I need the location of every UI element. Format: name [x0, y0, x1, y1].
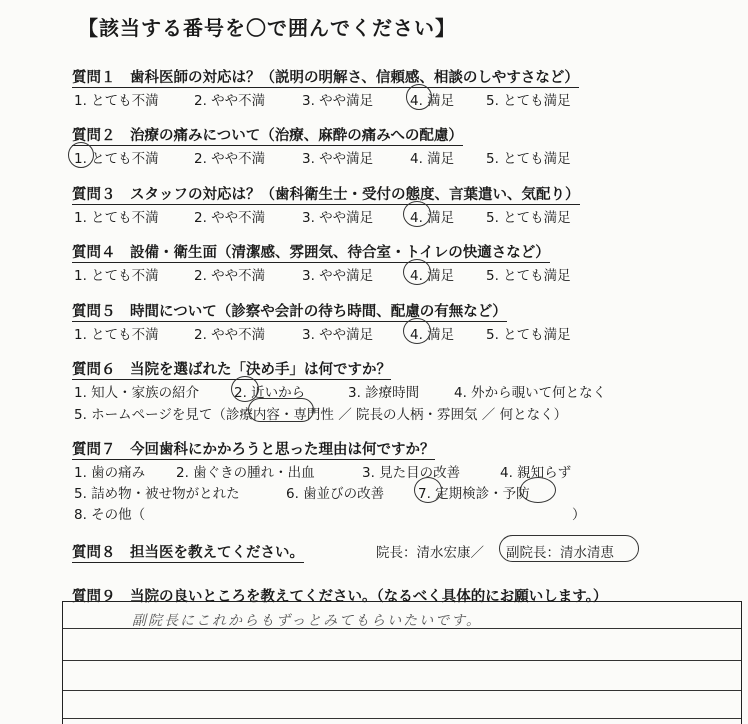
q6-option-4[interactable]: 4. 外から覗いて何となく: [454, 385, 607, 401]
q7-option-4[interactable]: 4. 親知らず: [500, 465, 572, 481]
q6-option-2[interactable]: 2. 近いから: [234, 385, 306, 401]
q4-option-5[interactable]: 5. とても満足: [486, 268, 571, 284]
q3-option-2[interactable]: 2. やや不満: [194, 210, 266, 226]
q5-option-5[interactable]: 5. とても満足: [486, 327, 571, 343]
q3-option-4[interactable]: 4. 満足: [410, 210, 455, 226]
q5-option-1[interactable]: 1. とても不満: [74, 327, 159, 343]
q2-option-2[interactable]: 2. やや不満: [194, 151, 266, 167]
q3-option-1[interactable]: 1. とても不満: [74, 210, 159, 226]
q3-title: 質問３ スタッフの対応は？（歯科衛生士・受付の態度、言葉遣い、気配り）: [72, 187, 580, 203]
q1-title: 質問１ 歯科医師の対応は？（説明の明解さ、信頼感、相談のしやすさなど）: [72, 70, 579, 86]
q4-option-4[interactable]: 4. 満足: [410, 268, 455, 284]
q6-title: 質問６ 当院を選ばれた「決め手」は何ですか？: [72, 362, 391, 378]
q7-title: 質問７ 今回歯科にかかろうと思った理由は何ですか？: [72, 442, 435, 458]
q2-option-5[interactable]: 5. とても満足: [486, 151, 571, 167]
q6-option-1[interactable]: 1. 知人・家族の紹介: [74, 385, 200, 401]
q7-option-7[interactable]: 7. 定期検診・予防: [418, 486, 530, 502]
q4-title: 質問４ 設備・衛生面（清潔感、雰囲気、待合室・トイレの快適さなど）: [72, 245, 550, 261]
q2-option-4[interactable]: 4. 満足: [410, 151, 455, 167]
q2-option-3[interactable]: 3. やや満足: [302, 151, 374, 167]
q3-option-3[interactable]: 3. やや満足: [302, 210, 374, 226]
q5-option-2[interactable]: 2. やや不満: [194, 327, 266, 343]
q2-option-1[interactable]: 1. とても不満: [74, 151, 159, 167]
q8-doctor-director[interactable]: 院長：清水宏康／: [376, 545, 484, 561]
q7-option-6[interactable]: 6. 歯並びの改善: [286, 486, 385, 502]
q5-option-3[interactable]: 3. やや満足: [302, 327, 374, 343]
q6-option-3[interactable]: 3. 診療時間: [348, 385, 420, 401]
q1-option-5[interactable]: 5. とても満足: [486, 93, 571, 109]
q7-option-3[interactable]: 3. 見た目の改善: [362, 465, 461, 481]
q3-option-5[interactable]: 5. とても満足: [486, 210, 571, 226]
q9-title: 質問９ 当院の良いところを教えてください。（なるべく具体的にお願いします。）: [72, 589, 608, 605]
q5-title: 質問５ 時間について（診察や会計の待ち時間、配慮の有無など）: [72, 304, 507, 320]
q7-option-2[interactable]: 2. 歯ぐきの腫れ・出血: [176, 465, 315, 481]
q7-option-1[interactable]: 1. 歯の痛み: [74, 465, 146, 481]
q5-option-4[interactable]: 4. 満足: [410, 327, 455, 343]
q9-handwritten-answer: 副院長にこれからもずっとみてもらいたいです。: [132, 613, 483, 629]
q4-option-1[interactable]: 1. とても不満: [74, 268, 159, 284]
page-header: 【該当する番号を〇で囲んでください】: [78, 16, 456, 40]
q1-option-1[interactable]: 1. とても不満: [74, 93, 159, 109]
q1-option-4[interactable]: 4. 満足: [410, 93, 455, 109]
answer-line: [63, 690, 741, 691]
q7-option-5[interactable]: 5. 詰め物・被せ物がとれた: [74, 486, 240, 502]
q1-option-2[interactable]: 2. やや不満: [194, 93, 266, 109]
q2-title: 質問２ 治療の痛みについて（治療、麻酔の痛みへの配慮）: [72, 128, 463, 144]
q6-option-5[interactable]: 5. ホームページを見て（診療内容・専門性 ／ 院長の人柄・雰囲気 ／ 何となく）: [74, 407, 568, 423]
q7-option-8-close: ）: [572, 507, 586, 523]
q1-option-3[interactable]: 3. やや満足: [302, 93, 374, 109]
q8-title: 質問８ 担当医を教えてください。: [72, 545, 304, 561]
q4-option-3[interactable]: 3. やや満足: [302, 268, 374, 284]
q4-option-2[interactable]: 2. やや不満: [194, 268, 266, 284]
answer-line: [63, 718, 741, 719]
q8-doctor-vice-director[interactable]: 副院長：清水清恵: [506, 545, 614, 561]
answer-line: [63, 660, 741, 661]
q7-option-8[interactable]: 8. その他（: [74, 507, 146, 523]
